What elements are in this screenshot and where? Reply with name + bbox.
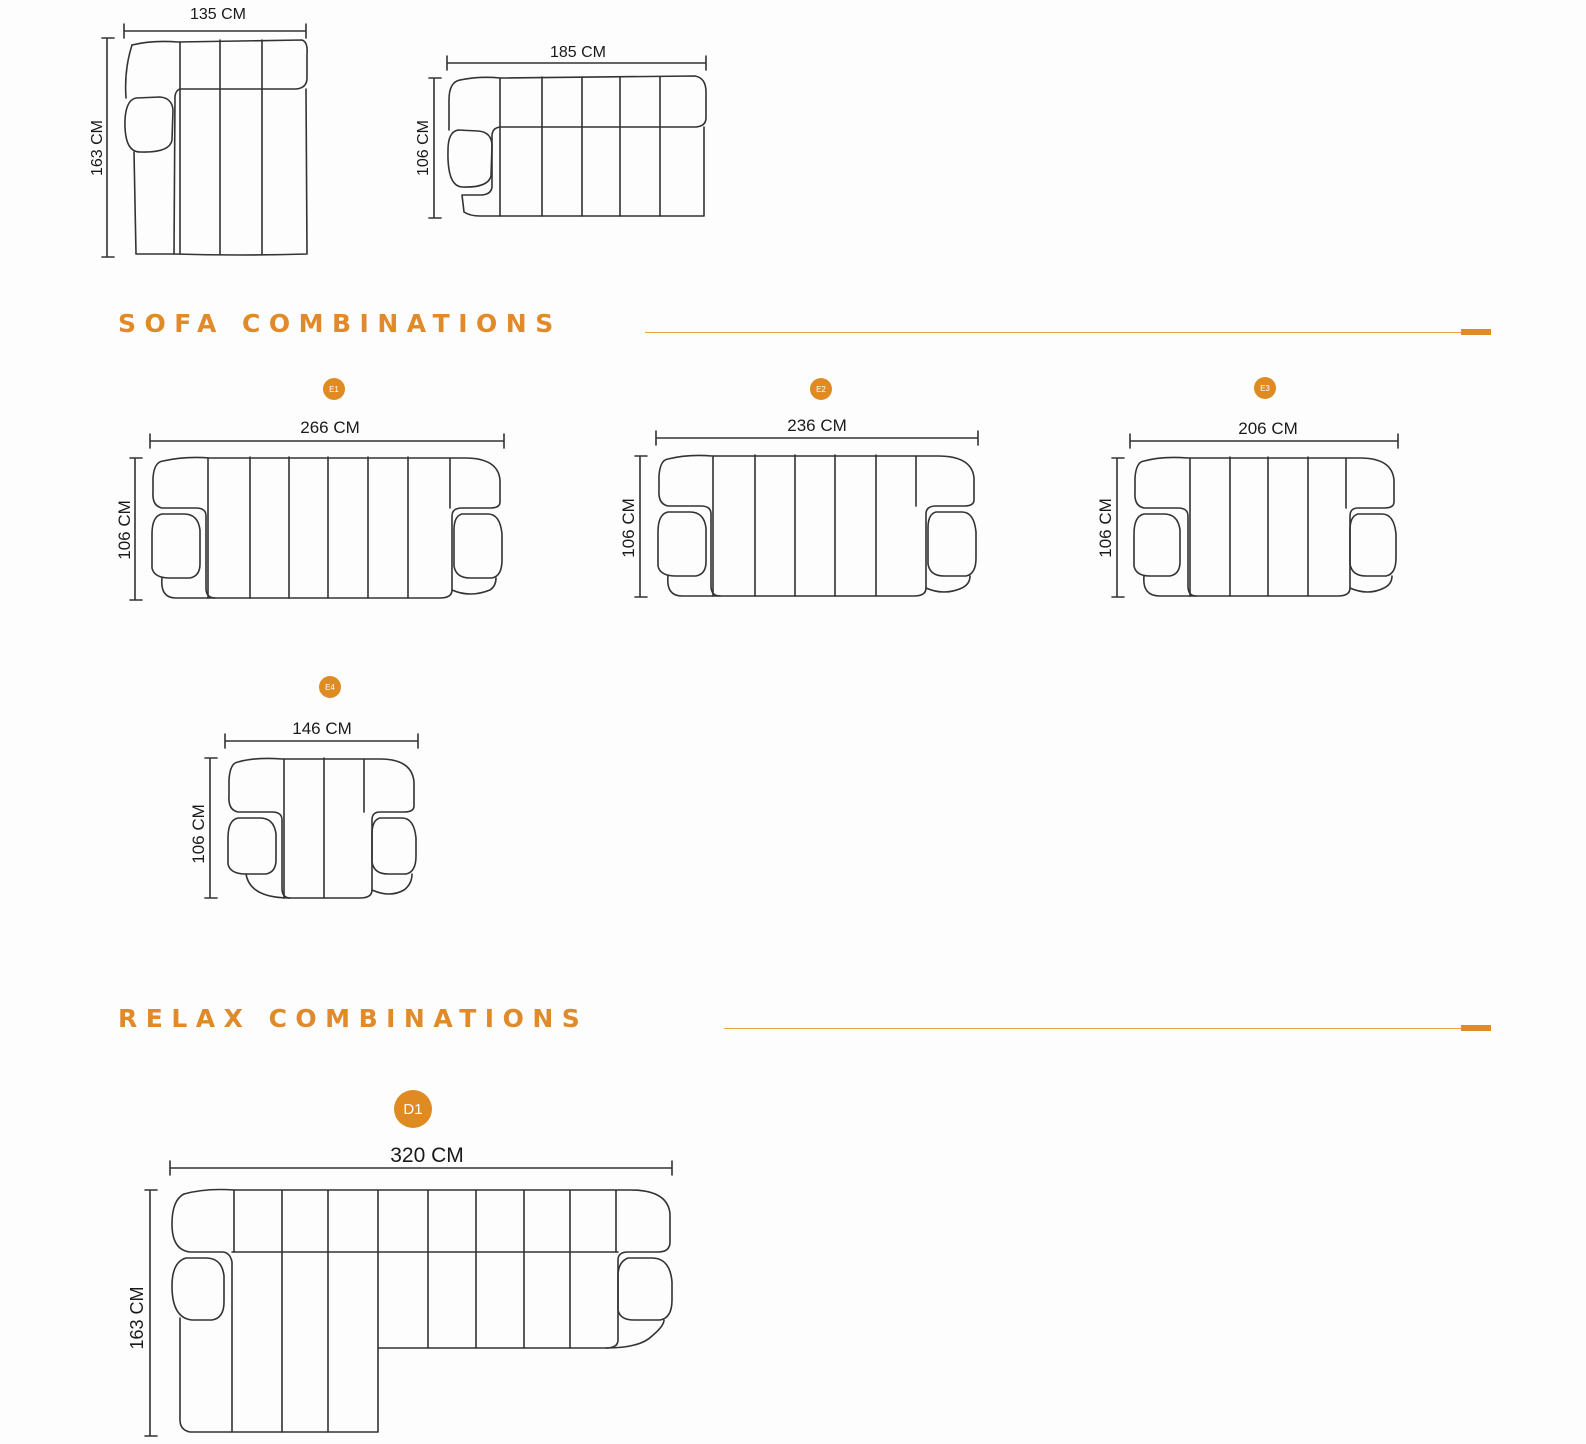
svg-text:106 CM: 106 CM	[1096, 498, 1115, 558]
sofa-e1-outline	[152, 457, 502, 598]
svg-text:266 CM: 266 CM	[300, 418, 360, 437]
relax-section-rule	[724, 1028, 1461, 1029]
svg-text:236 CM: 236 CM	[787, 416, 847, 435]
sofa-e4-outline	[228, 758, 416, 898]
relax-d1-outline	[172, 1190, 672, 1433]
sofa-e2-drawing	[619, 416, 978, 597]
svg-text:106 CM: 106 CM	[115, 500, 134, 560]
relax-d1-width-dimension	[170, 1144, 672, 1175]
svg-text:146 CM: 146 CM	[292, 719, 352, 738]
module-b-drawing	[415, 44, 706, 218]
svg-text:106 CM: 106 CM	[189, 804, 208, 864]
badge-e1: E1	[323, 378, 345, 400]
svg-text:135 CM: 135 CM	[189, 6, 247, 23]
module-a-width-dimension	[124, 6, 306, 38]
svg-text:185 CM: 185 CM	[549, 44, 607, 61]
module-a-outline	[125, 40, 307, 255]
svg-text:106 CM: 106 CM	[619, 498, 638, 558]
module-b-depth-dimension	[415, 78, 441, 218]
relax-section-rule-end	[1461, 1025, 1491, 1031]
relax-d1-drawing	[127, 1144, 672, 1436]
svg-text:206 CM: 206 CM	[1238, 419, 1298, 438]
module-a-drawing	[89, 6, 307, 257]
badge-e3: E3	[1254, 377, 1276, 399]
sofa-e3-outline	[1134, 457, 1396, 596]
badge-e4: E4	[319, 676, 341, 698]
sofa-e1-depth-dimension	[115, 458, 142, 600]
module-b-width-dimension	[447, 44, 706, 70]
svg-text:106 CM: 106 CM	[415, 119, 432, 177]
sofa-section-rule-end	[1461, 329, 1491, 335]
svg-text:163 CM: 163 CM	[127, 1286, 147, 1350]
sofa-e3-width-dimension	[1130, 419, 1398, 448]
relax-combinations-title: RELAX COMBINATIONS	[118, 1004, 589, 1033]
module-a-depth-dimension	[89, 38, 114, 257]
sofa-e1-drawing	[115, 418, 504, 600]
sofa-e2-outline	[658, 455, 976, 596]
sofa-e2-width-dimension	[656, 416, 978, 445]
badge-d1: D1	[394, 1090, 432, 1128]
relax-d1-depth-dimension	[127, 1190, 157, 1436]
sofa-combinations-title: SOFA COMBINATIONS	[118, 309, 562, 338]
sofa-e1-width-dimension	[150, 418, 504, 448]
sofa-e4-depth-dimension	[189, 758, 217, 898]
sofa-e4-drawing	[189, 719, 418, 898]
sofa-section-rule	[645, 332, 1461, 333]
sofa-e2-depth-dimension	[619, 456, 647, 597]
svg-text:320 CM: 320 CM	[390, 1144, 464, 1167]
sofa-e3-depth-dimension	[1096, 458, 1124, 597]
module-b-outline	[448, 76, 706, 216]
svg-text:163 CM: 163 CM	[89, 119, 106, 177]
sofa-e3-drawing	[1096, 419, 1398, 597]
sofa-e4-width-dimension	[225, 719, 418, 748]
badge-e2: E2	[810, 378, 832, 400]
